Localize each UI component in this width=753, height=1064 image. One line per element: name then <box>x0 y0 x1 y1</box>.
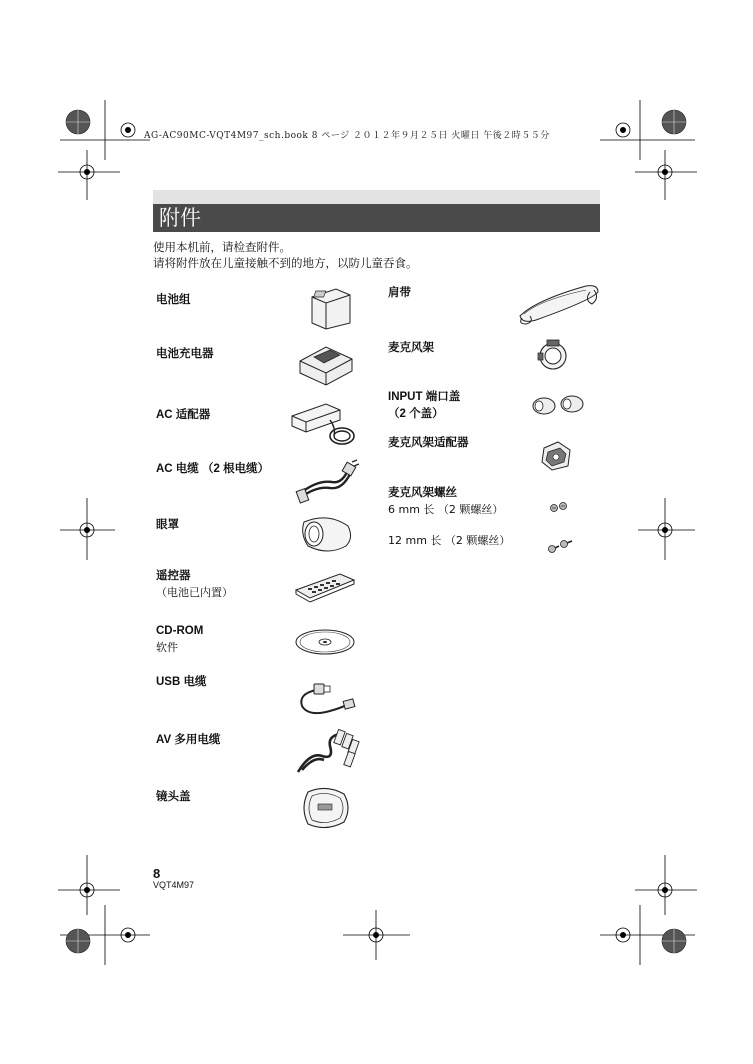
microphone-holder-icon <box>536 338 570 372</box>
title-bar-top-band <box>153 190 600 204</box>
intro-line-1: 使用本机前，请检查附件。 <box>153 240 291 254</box>
item-battery-charger: 电池充电器 <box>156 348 214 360</box>
remote-control-icon <box>294 570 356 604</box>
item-screw-12mm: 12 mm 长 （2 颗螺丝） <box>388 534 511 547</box>
item-ac-adaptor: AC 适配器 <box>156 409 211 421</box>
item-battery-pack: 电池组 <box>156 294 191 306</box>
eye-cup-icon <box>298 512 354 554</box>
item-shoulder-strap: 肩带 <box>388 287 411 299</box>
section-title: 附件 <box>159 206 201 230</box>
item-cd-rom: CD-ROM 软件 <box>156 625 204 654</box>
input-terminal-cover-icon <box>530 392 586 418</box>
battery-charger-icon <box>296 343 356 389</box>
cd-rom-icon <box>294 628 356 656</box>
intro-text <box>153 239 418 271</box>
intro-line-2: 请将附件放在儿童接触不到的地方，以防儿童吞食。 <box>153 256 418 270</box>
section-title-bar <box>153 204 600 232</box>
av-multi-cable-icon <box>294 728 362 776</box>
battery-pack-icon <box>306 285 356 331</box>
item-microphone-holder-adaptor: 麦克风架适配器 <box>388 437 469 449</box>
item-input-terminal-cover: INPUT 端口盖 （2 个盖） <box>388 391 461 420</box>
file-info-header: AG-AC90MC-VQT4M97_sch.book 8 ページ ２０１２年９月２５日 火曜日 午後２時５５分 <box>144 131 550 141</box>
item-microphone-holder: 麦克风架 <box>388 342 434 354</box>
microphone-holder-adaptor-icon <box>538 438 574 472</box>
ac-adaptor-icon <box>290 400 360 450</box>
screw-6mm-icon <box>548 500 570 514</box>
document-code: VQT4M97 <box>153 880 195 890</box>
item-microphone-holder-screw: 麦克风架螺丝 6 mm 长 （2 颗螺丝） <box>388 487 504 516</box>
item-remote-control: 遥控器 （电池已内置） <box>156 570 233 599</box>
item-usb-cable: USB 电缆 <box>156 676 207 688</box>
item-av-cable: AV 多用电缆 <box>156 734 221 746</box>
item-ac-cable: AC 电缆 （2 根电缆） <box>156 463 270 475</box>
page-number: 8 <box>153 866 161 881</box>
screw-12mm-icon <box>546 538 574 554</box>
item-lens-cap: 镜头盖 <box>156 791 191 803</box>
lens-cap-icon <box>300 784 352 832</box>
item-eye-cup: 眼罩 <box>156 519 179 531</box>
usb-cable-icon <box>296 680 358 718</box>
ac-cable-icon <box>296 460 360 506</box>
shoulder-strap-icon <box>516 278 602 326</box>
